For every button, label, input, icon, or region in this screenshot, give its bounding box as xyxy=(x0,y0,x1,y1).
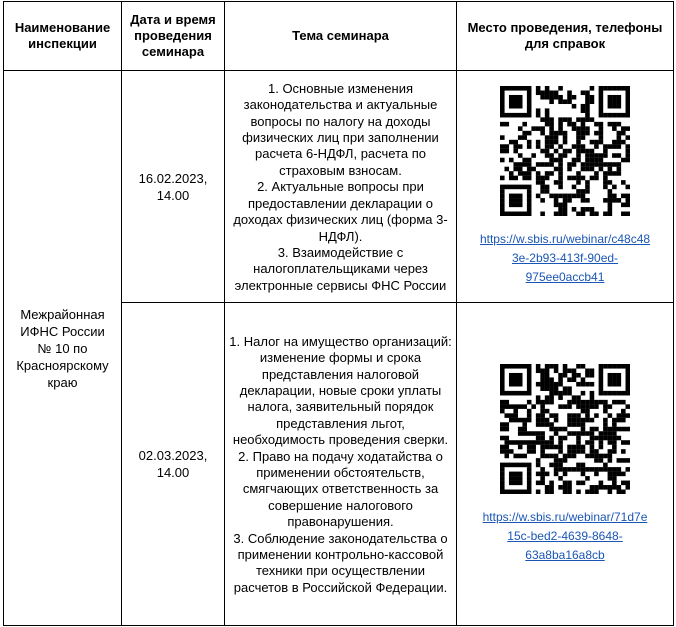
seminar-place xyxy=(457,303,674,626)
inspection-name: Межрайонная ИФНС России № 10 по Красноярскому краю xyxy=(4,71,122,626)
header-place: Место проведения, телефоны для справок xyxy=(457,2,674,71)
seminar-date: 02.03.2023, 14.00 xyxy=(122,303,225,626)
qr-code-icon xyxy=(500,86,630,216)
seminar-table xyxy=(3,1,674,626)
webinar-link[interactable]: https://w.sbis.ru/webinar/c48c48 3e-2b93-413f-90ed- 975ee0accb41 xyxy=(479,232,651,284)
seminar-date: 16.02.2023, 14.00 xyxy=(122,71,225,303)
header-row xyxy=(4,2,674,71)
seminar-topic: 1. Налог на имущество организаций: изменение формы и срока представления налоговой декларации, новые сроки уплаты налога, заявительный порядок представления льгот, необходимость проведения сверки. 2. Право на подачу ходатайства о применении обстоятельств, смягчающих ответственность за совершение налогового правонарушения. 3. Соблюдение законодательства о применении контрольно-кассовой техники при осуществлении расчетов в Российской Федерации. xyxy=(225,303,457,626)
qr-code-icon xyxy=(500,364,630,494)
header-date: Дата и время проведения семинара xyxy=(122,2,225,71)
table-row xyxy=(4,71,674,303)
header-topic: Тема семинара xyxy=(225,2,457,71)
header-inspection: Наименование инспекции xyxy=(4,2,122,71)
seminar-topic: 1. Основные изменения законодательства и актуальные вопросы по налогу на доходы физических лиц при заполнении расчета 6-НДФЛ, расчета по страховым взносам. 2. Актуальные вопросы при предоставлении декларации о доходах физических лиц (форма 3-НДФЛ). 3. Взаимодействие с налогоплательщиками через электронные сервисы ФНС России xyxy=(225,71,457,303)
webinar-link[interactable]: https://w.sbis.ru/webinar/71d7e 15c-bed2-4639-8648- 63a8ba16a8cb xyxy=(482,509,648,562)
seminar-place xyxy=(457,71,674,303)
